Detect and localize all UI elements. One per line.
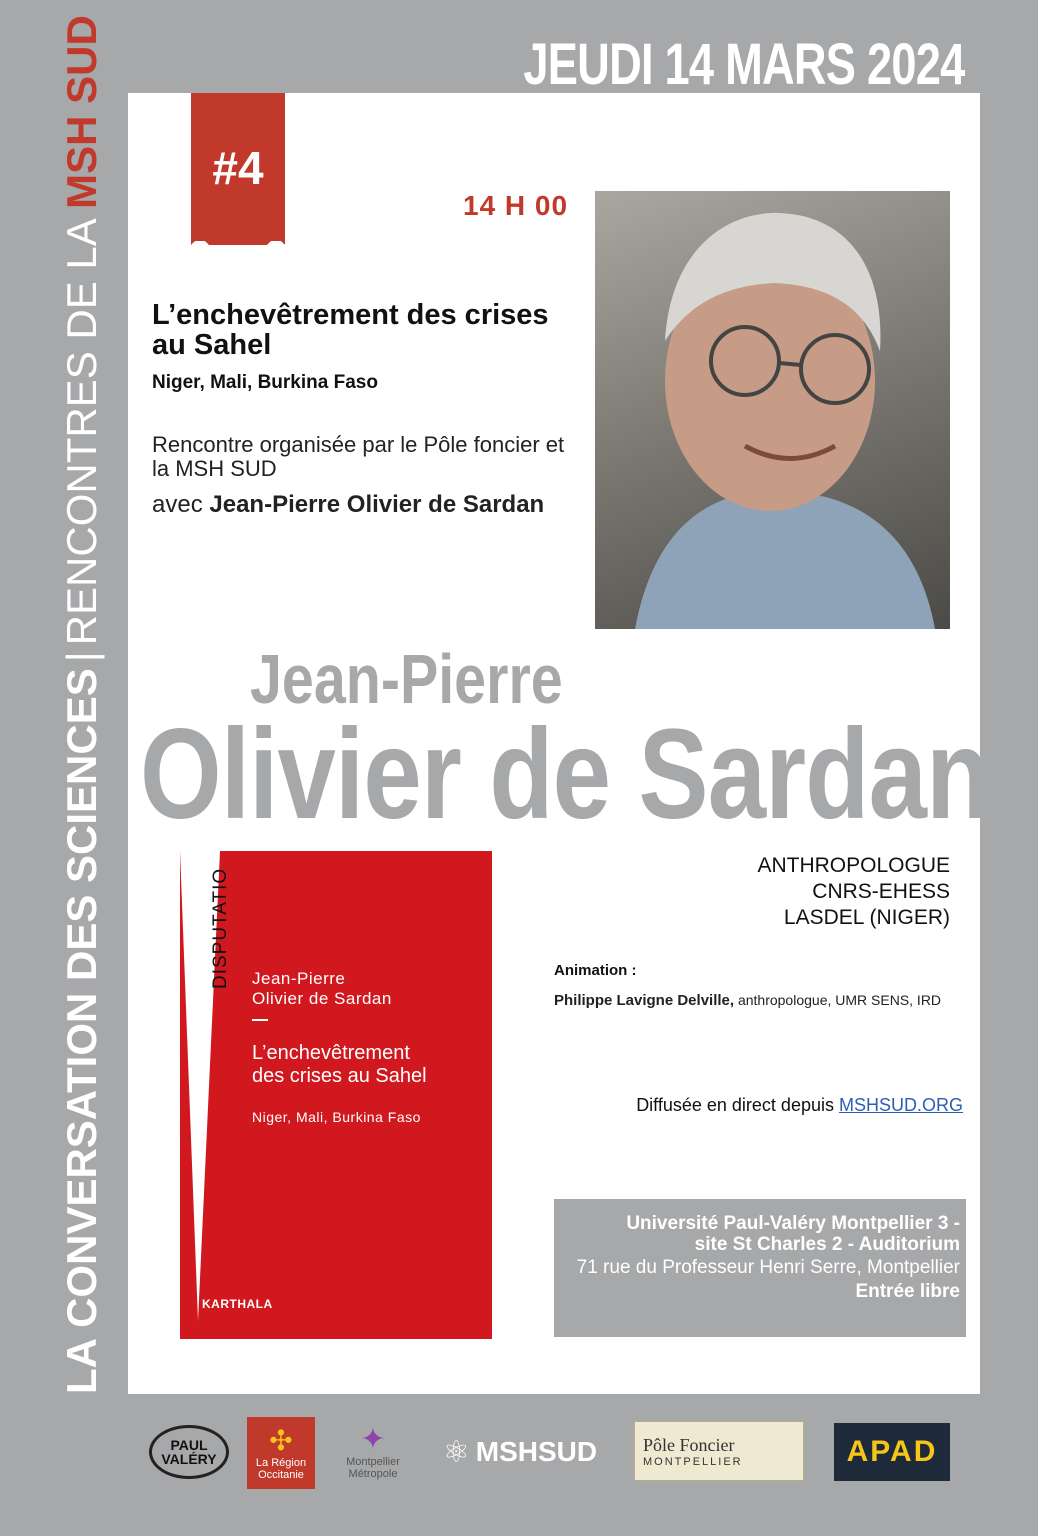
series-org: MSH SUD xyxy=(58,15,105,209)
broadcast-info xyxy=(636,1095,963,1116)
broadcast-text: Diffusée en direct depuis xyxy=(636,1095,839,1115)
animation-label: Animation : xyxy=(554,962,637,979)
venue-entry: Entrée libre xyxy=(855,1281,960,1302)
speaker-roles xyxy=(757,853,950,931)
speaker-line-name: Jean-Pierre Olivier de Sardan xyxy=(209,491,545,518)
occitan-cross-icon: ✣ xyxy=(269,1425,293,1456)
pole-foncier-city: MONTPELLIER xyxy=(643,1455,743,1468)
series-name: LA CONVERSATION DES SCIENCES xyxy=(58,668,105,1394)
occitanie-logo xyxy=(247,1417,315,1489)
venue-site: site St Charles 2 - Auditorium xyxy=(694,1234,960,1255)
role-line: ANTHROPOLOGUE xyxy=(757,854,950,877)
episode-badge: #4 xyxy=(191,93,285,241)
upv-logo xyxy=(145,1419,233,1485)
vertical-series-title xyxy=(58,15,106,1394)
book-title-line2: des crises au Sahel xyxy=(252,1065,427,1087)
moderator-name: Philippe Lavigne Delville, xyxy=(554,992,735,1009)
book-series: DISPUTATIO xyxy=(210,867,231,989)
pole-foncier-title: Pôle Foncier xyxy=(643,1434,735,1455)
montpellier-line2: Métropole xyxy=(348,1468,398,1480)
book-subtitle: Niger, Mali, Burkina Faso xyxy=(252,1109,421,1125)
speaker-first-name: Jean-Pierre xyxy=(250,640,563,718)
occitanie-line1: La Région xyxy=(255,1457,307,1469)
occitanie-line2: Occitanie xyxy=(258,1469,304,1481)
event-time: 14 H 00 xyxy=(463,190,569,221)
portrait-illustration xyxy=(595,191,950,629)
badge-notch xyxy=(191,231,285,245)
book-cover xyxy=(180,851,492,1339)
book-author-last: Olivier de Sardan xyxy=(252,989,392,1008)
book-title xyxy=(252,1042,427,1088)
metropole-star-icon: ✦ xyxy=(360,1423,386,1456)
moderator-details: anthropologue, UMR SENS, IRD xyxy=(734,992,942,1008)
book-divider xyxy=(252,1019,268,1021)
venue-address: 71 rue du Professeur Henri Serre, Montpellier xyxy=(576,1257,960,1278)
book-publisher: KARTHALA xyxy=(202,1297,273,1311)
atom-icon: ⚛ xyxy=(442,1435,470,1469)
montpellier-line1: Montpellier xyxy=(346,1456,400,1468)
pole-foncier-logo xyxy=(634,1421,804,1481)
mshsud-logo xyxy=(434,1419,606,1485)
series-subtitle: RENCONTRES DE LA xyxy=(58,208,105,646)
apad-logo: APAD xyxy=(834,1423,950,1481)
speaker-photo xyxy=(595,191,950,629)
series-separator: | xyxy=(58,651,105,663)
organizer-text: Rencontre organisée par le Pôle foncier et la MSH SUD xyxy=(152,432,565,481)
mshsud-logo-text: MSHSUD xyxy=(475,1436,598,1467)
upv-logo-text: PAUL VALÉRY xyxy=(149,1425,229,1479)
speaker-line xyxy=(152,491,544,519)
book-author xyxy=(252,969,392,1009)
venue-university: Université Paul-Valéry Montpellier 3 - xyxy=(626,1213,960,1234)
venue-box xyxy=(554,1199,966,1337)
animation-moderator xyxy=(554,992,941,1009)
event-date: JEUDI 14 MARS 2024 xyxy=(522,32,964,97)
role-line: LASDEL (NIGER) xyxy=(783,906,950,929)
website-link[interactable]: MSHSUD.ORG xyxy=(838,1095,963,1115)
event-subtitle: Niger, Mali, Burkina Faso xyxy=(152,372,378,393)
book-author-first: Jean-Pierre xyxy=(252,969,346,988)
speaker-last-name: Olivier de Sardan xyxy=(140,703,990,846)
speaker-line-prefix: avec xyxy=(152,491,210,518)
role-line: CNRS-EHESS xyxy=(812,880,950,903)
book-title-line1: L’enchevêtrement xyxy=(252,1042,410,1064)
montpellier-metropole-logo xyxy=(340,1419,406,1485)
event-title: L’enchevêtrement des crises au Sahel xyxy=(152,299,549,361)
